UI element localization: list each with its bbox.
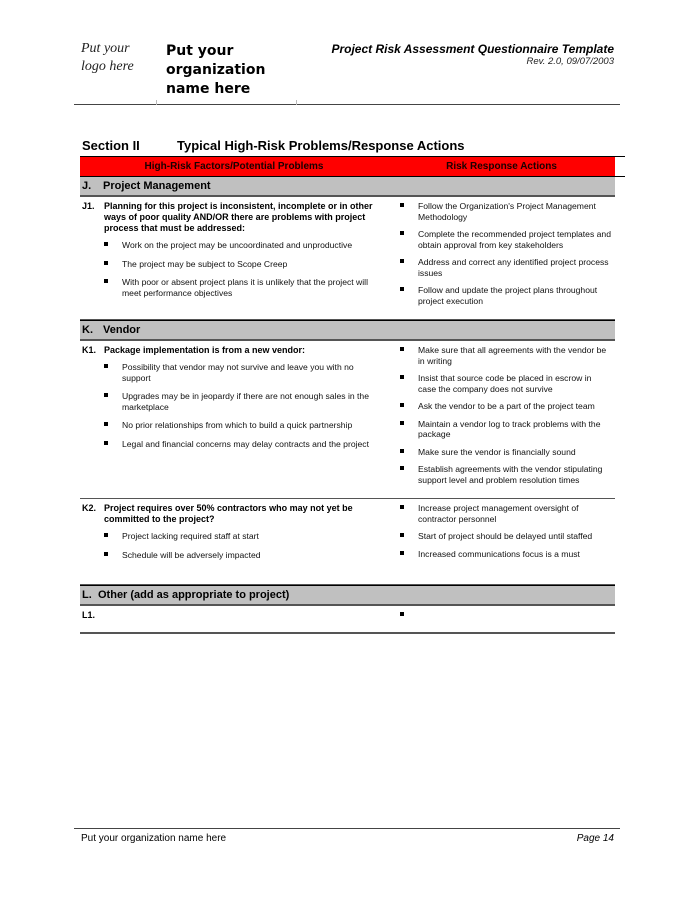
actions-cell	[388, 341, 615, 498]
organization-name-placeholder: Put your organization name here	[166, 43, 266, 97]
action-text: Follow and update the project plans throughout project execution	[418, 285, 598, 306]
section-title: Typical High-Risk Problems/Response Actions	[177, 138, 465, 153]
problem-text: Possibility that vendor may not survive and leave you with no support	[122, 362, 354, 383]
section-number: Section II	[82, 138, 140, 153]
list-item	[102, 277, 388, 298]
bullet-icon	[104, 552, 108, 556]
table-row	[80, 499, 615, 585]
group-title: Vendor	[103, 324, 141, 336]
column-header-actions: Risk Response Actions	[446, 161, 557, 172]
bullet-icon	[400, 403, 404, 407]
list-item	[398, 229, 615, 250]
column-header-problems: High-Risk Factors/Potential Problems	[144, 161, 324, 172]
action-text: Increase project management oversight of contractor personnel	[418, 503, 579, 524]
group-letter: K.	[82, 324, 93, 336]
problem-text: The project may be subject to Scope Creep	[122, 258, 288, 269]
risk-question: Planning for this project is inconsistent, incomplete or in other ways of poor quality AND/OR there are problems with project process that must be addressed:	[104, 201, 373, 233]
list-item	[398, 257, 615, 278]
bullet-icon	[104, 533, 108, 537]
bullet-icon	[400, 287, 404, 291]
document-title: Project Risk Assessment Questionnaire Template	[331, 42, 614, 56]
list-item	[398, 419, 615, 440]
header-column-tick	[296, 100, 297, 105]
list-item[interactable]	[398, 610, 615, 621]
problem-text: Legal and financial concerns may delay contracts and the project	[122, 438, 369, 449]
list-item	[102, 362, 388, 383]
list-item	[398, 201, 615, 222]
action-text: Establish agreements with the vendor stipulating support level and problem resolution times	[418, 464, 603, 485]
action-list	[388, 610, 615, 621]
action-text: Complete the recommended project templates and obtain approval from key stakeholders	[418, 229, 611, 250]
problem-text: Upgrades may be in jeopardy if there are not enough sales in the marketplace	[122, 391, 369, 412]
action-text: Increased communications focus is a must	[418, 548, 580, 559]
action-list	[388, 201, 615, 306]
list-item	[102, 240, 388, 251]
problems-cell	[80, 341, 388, 498]
bullet-icon	[104, 261, 108, 265]
table-row	[80, 606, 615, 634]
table-row	[80, 341, 615, 499]
table-row	[80, 197, 615, 320]
list-item	[398, 503, 615, 524]
bullet-icon	[104, 242, 108, 246]
list-item	[102, 531, 388, 542]
section-heading	[82, 138, 465, 154]
action-text: Insist that source code be placed in escrow in case the company does not survive	[418, 373, 592, 394]
bullet-icon	[400, 375, 404, 379]
list-item	[398, 464, 615, 485]
group-header-other	[80, 585, 615, 606]
bullet-icon	[400, 551, 404, 555]
row-id: K1.	[82, 345, 97, 355]
bullet-icon	[400, 203, 404, 207]
problem-text: Project lacking required staff at start	[122, 531, 259, 541]
list-item	[102, 550, 388, 561]
problems-cell	[80, 197, 388, 319]
action-list	[388, 345, 615, 485]
bullet-icon	[400, 449, 404, 453]
group-title: Other (add as appropriate to project)	[98, 589, 290, 601]
actions-cell	[388, 499, 615, 584]
logo-placeholder: Put your logo here	[81, 41, 134, 74]
list-item	[398, 549, 615, 560]
problem-list	[80, 240, 388, 298]
bullet-icon	[400, 533, 404, 537]
group-header-project-management	[80, 176, 615, 197]
group-header-vendor	[80, 320, 615, 341]
page-number: Page 14	[576, 833, 614, 844]
list-item	[398, 285, 615, 306]
action-list	[388, 503, 615, 559]
problem-text: With poor or absent project plans it is unlikely that the project will meet performance objectives	[122, 277, 368, 298]
list-item	[102, 391, 388, 412]
list-item	[398, 373, 615, 394]
list-item	[398, 401, 615, 412]
revision-label: Rev. 2.0, 09/07/2003	[526, 56, 614, 67]
row-id: K2.	[82, 503, 97, 513]
row-id: J1.	[82, 201, 95, 211]
action-text: Start of project should be delayed until staffed	[418, 531, 593, 541]
group-title: Project Management	[103, 180, 211, 192]
header-column-tick	[156, 100, 157, 105]
bullet-icon	[400, 612, 404, 616]
list-item	[398, 531, 615, 542]
bullet-icon	[104, 441, 108, 445]
problem-text: Work on the project may be uncoordinated and unproductive	[122, 240, 353, 250]
actions-cell	[388, 197, 615, 319]
problem-list	[80, 531, 388, 560]
action-text: Follow the Organization's Project Management Methodology	[418, 201, 596, 222]
group-letter: J.	[82, 180, 92, 192]
table-header	[80, 156, 615, 176]
action-text: Ask the vendor to be a part of the project team	[418, 401, 595, 411]
bullet-icon	[104, 422, 108, 426]
list-item	[398, 345, 615, 366]
bullet-icon	[400, 347, 404, 351]
problems-cell	[80, 499, 388, 584]
row-id: L1.	[82, 610, 96, 620]
risk-question: Package implementation is from a new vendor:	[104, 345, 306, 355]
bullet-icon	[400, 421, 404, 425]
bullet-icon	[400, 466, 404, 470]
document-header	[331, 42, 614, 67]
actions-cell[interactable]	[388, 606, 615, 632]
list-item	[398, 447, 615, 458]
list-item	[102, 439, 388, 450]
risk-table	[80, 156, 615, 634]
list-item	[102, 259, 388, 270]
problem-list	[80, 362, 388, 449]
bullet-icon	[104, 364, 108, 368]
bullet-icon	[104, 279, 108, 283]
group-letter: L.	[82, 589, 92, 601]
bullet-icon	[400, 231, 404, 235]
footer-divider	[74, 828, 620, 829]
problem-text: No prior relationships from which to build a quick partnership	[122, 420, 353, 430]
risk-question-empty[interactable]	[104, 610, 388, 621]
bullet-icon	[400, 505, 404, 509]
bullet-icon	[400, 259, 404, 263]
problems-cell[interactable]	[80, 606, 388, 632]
bullet-icon	[104, 393, 108, 397]
action-text: Make sure the vendor is financially sound	[418, 446, 576, 457]
footer-organization-name: Put your organization name here	[81, 833, 227, 844]
action-text: Maintain a vendor log to track problems with the package	[418, 418, 601, 439]
list-item	[102, 420, 388, 431]
risk-question: Project requires over 50% contractors who may not yet be committed to the project?	[104, 503, 353, 524]
action-text: Address and correct any identified project process issues	[418, 257, 609, 278]
action-text: Make sure that all agreements with the vendor be in writing	[418, 345, 607, 366]
problem-text: Schedule will be adversely impacted	[122, 549, 261, 560]
